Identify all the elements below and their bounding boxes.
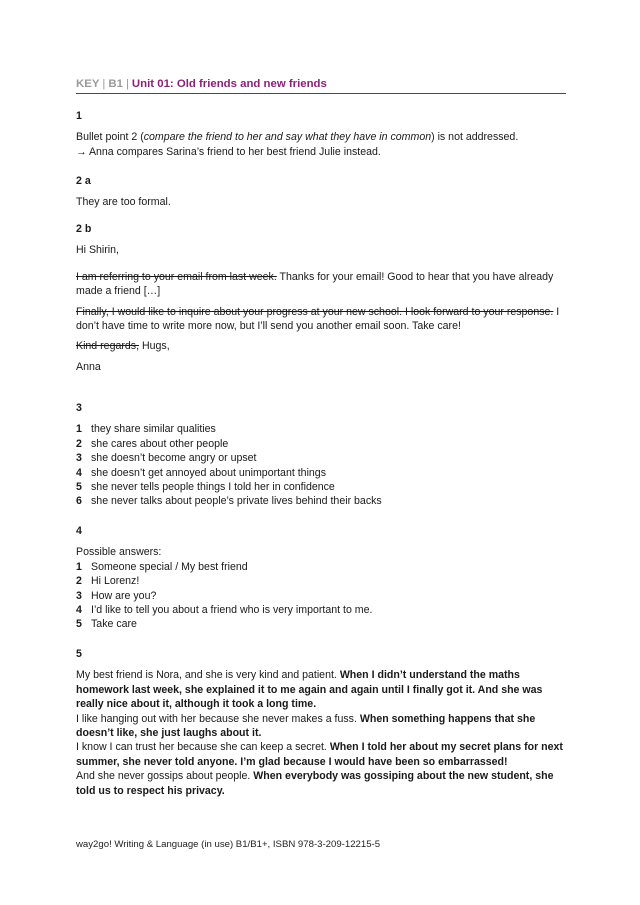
section-4-intro: Possible answers: <box>76 546 162 559</box>
section-1-line-1: Bullet point 2 (compare the friend to her and say what they have in common) is not addressed. <box>76 131 519 144</box>
list-item: 4 she doesn’t get annoyed about unimportant things <box>76 466 326 479</box>
section-5-paragraph-1: My best friend is Nora, and she is very kind and patient. When I didn’t understand the maths homework last week, she explained it to me again and again until I finally got it. And she was really nice about it, although it took a long time. <box>76 669 543 711</box>
section-1-line-2: → Anna compares Sarina’s friend to her best friend Julie instead. <box>76 145 381 158</box>
section-number: 2 b <box>76 223 92 235</box>
section-number: 2 a <box>76 175 91 187</box>
section-4 <box>76 524 566 632</box>
section-5-paragraph-2: I like hanging out with her because she never makes a fuss. When something happens that she doesn’t like, she just laughs about it. <box>76 712 536 740</box>
section-4-list <box>76 560 566 632</box>
list-item: 3 How are you? <box>76 589 157 602</box>
section-1 <box>76 109 566 159</box>
list-item: 3 she doesn’t become angry or upset <box>76 452 257 465</box>
list-item: 2 she cares about other people <box>76 437 229 450</box>
section-2a-text: They are too formal. <box>76 196 171 209</box>
header-separator: | <box>125 78 129 90</box>
list-item: 1 they share similar qualities <box>76 423 216 436</box>
header-separator: | <box>102 78 106 90</box>
email-signoff: Anna <box>76 360 101 373</box>
section-2b <box>76 222 566 374</box>
email-paragraph-2: Finally, I would like to inquire about your progress at your new school. I look forward to your response. I don’t have time to write more now, but I’ll send you another email soon. Take care! <box>76 305 560 333</box>
header-level: B1 <box>108 78 123 90</box>
list-item: 4 I’d like to tell you about a friend who is very important to me. <box>76 604 373 617</box>
list-item: 5 Take care <box>76 618 137 631</box>
email-greeting: Hi Shirin, <box>76 244 119 257</box>
list-item: 6 she never talks about people’s private lives behind their backs <box>76 495 382 508</box>
section-3 <box>76 401 566 509</box>
list-item: 1 Someone special / My best friend <box>76 560 248 573</box>
page-footer: way2go! Writing & Language (in use) B1/B1+, ISBN 978-3-209-12215-5 <box>76 839 381 850</box>
section-number: 1 <box>76 110 82 122</box>
section-5-paragraph-3: I know I can trust her because she can keep a secret. When I told her about my secret plans for next summer, she never told anyone. I’m glad because I would have been so embarrassed! <box>76 741 563 768</box>
header-title: Unit 01: Old friends and new friends <box>131 78 327 90</box>
section-5 <box>76 647 566 798</box>
list-item: 5 she never tells people things I told her in confidence <box>76 481 335 494</box>
section-number: 5 <box>76 648 82 660</box>
email-closing: Kind regards, Hugs, <box>76 340 170 353</box>
section-3-list <box>76 422 566 508</box>
section-number: 3 <box>76 402 82 414</box>
list-item: 2 Hi Lorenz! <box>76 575 140 588</box>
email-paragraph-1: I am referring to your email from last week. Thanks for your email! Good to hear that you have already made a friend […] <box>76 270 554 298</box>
page-header <box>76 76 566 94</box>
section-2a <box>76 174 566 210</box>
section-5-paragraph-4: And she never gossips about people. When everybody was gossiping about the new student, she told us to respect his privacy. <box>76 770 554 797</box>
header-key: KEY <box>76 78 100 90</box>
section-number: 4 <box>76 525 82 537</box>
